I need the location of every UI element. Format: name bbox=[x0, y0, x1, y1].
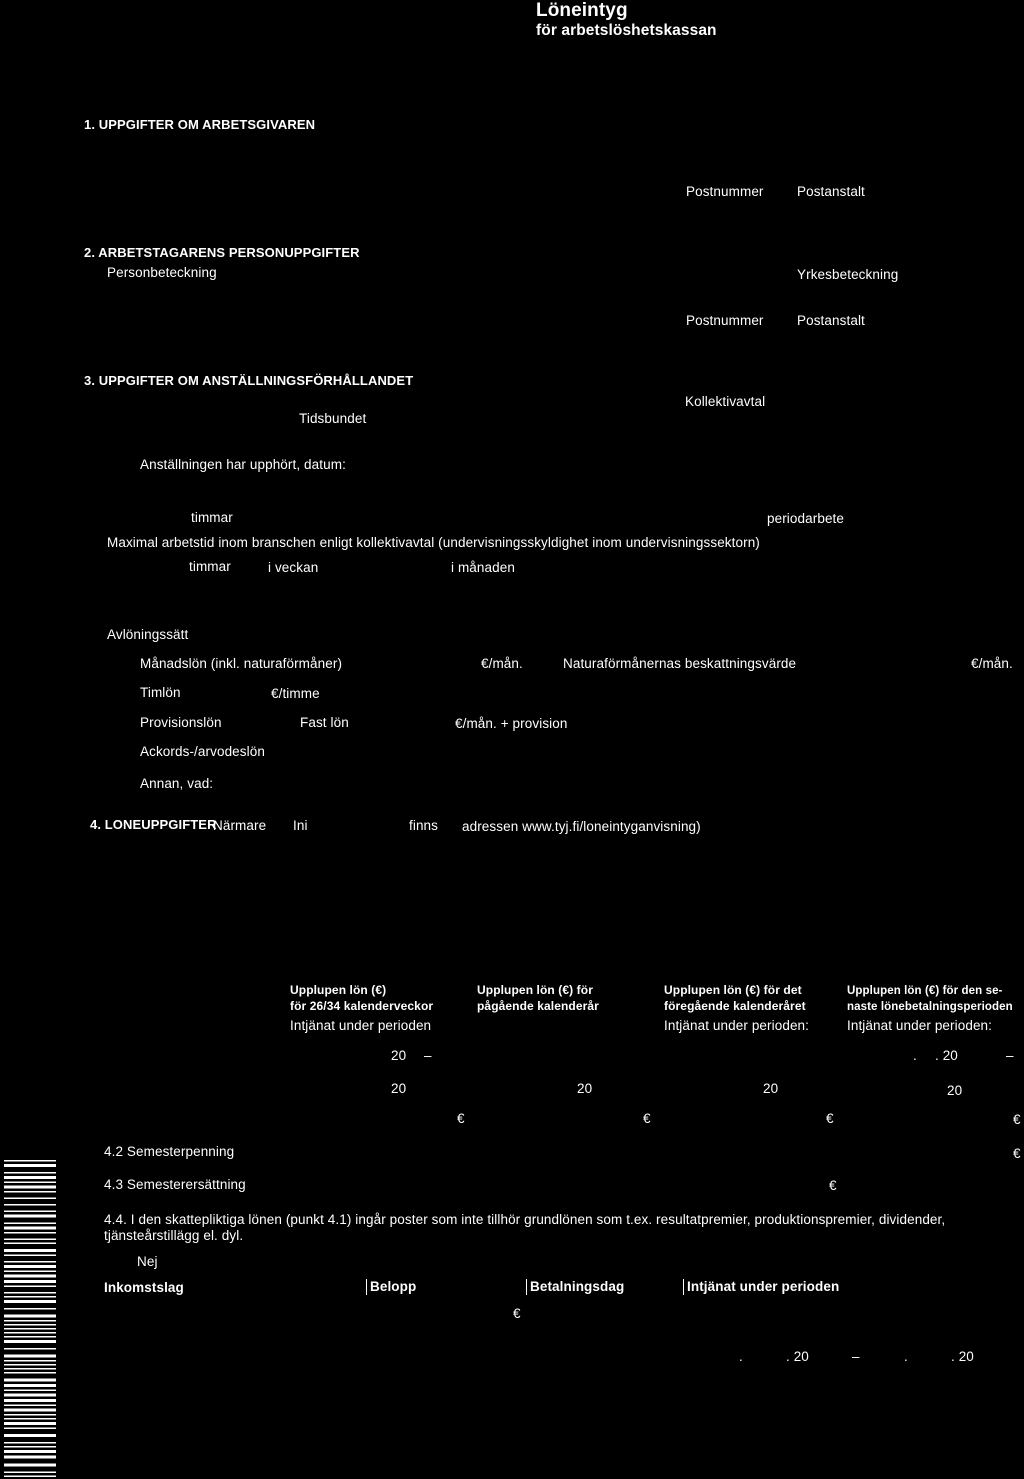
barcode-stroke bbox=[4, 1292, 56, 1294]
employer-postanstalt-label: Postanstalt bbox=[797, 184, 865, 199]
barcode-stroke bbox=[4, 1176, 56, 1179]
col4-header-line3: Intjänat under perioden: bbox=[847, 1018, 993, 1033]
barcode-stroke bbox=[4, 1265, 56, 1268]
section3-heading: 3. UPPGIFTER OM ANSTÄLLNINGSFÖRHÅLLANDET bbox=[84, 373, 414, 388]
barcode-stroke bbox=[4, 1414, 56, 1416]
barcode-stroke bbox=[4, 1328, 56, 1330]
i-veckan-label: i veckan bbox=[268, 560, 319, 575]
table-header-intjanat: Intjänat under perioden bbox=[683, 1279, 839, 1295]
period-year-b: . 20 bbox=[935, 1048, 958, 1063]
barcode-stroke bbox=[4, 1275, 56, 1278]
barcode-stroke bbox=[4, 1456, 56, 1459]
finns-text: finns bbox=[409, 818, 439, 833]
barcode-stroke bbox=[4, 1340, 56, 1343]
provisionslon-label: Provisionslön bbox=[140, 715, 222, 730]
table-header-inkomstslag: Inkomstslag bbox=[104, 1280, 184, 1295]
barcode-stroke bbox=[4, 1191, 56, 1193]
barcode-stroke bbox=[4, 1182, 56, 1184]
barcode-stroke bbox=[4, 1324, 56, 1326]
barcode-stroke bbox=[4, 1336, 56, 1338]
barcode-stroke bbox=[4, 1450, 56, 1453]
tidsbundet-label: Tidsbundet bbox=[299, 411, 367, 426]
barcode-stroke bbox=[4, 1355, 56, 1358]
barcode-stroke bbox=[4, 1249, 56, 1252]
anstallning-upphort-label: Anställningen har upphört, datum: bbox=[140, 457, 346, 472]
barcode-stroke bbox=[4, 1280, 56, 1283]
timmar-label: timmar bbox=[191, 510, 233, 525]
provision-unit: €/mån. + provision bbox=[455, 716, 568, 731]
barcode-stroke bbox=[4, 1286, 56, 1288]
period-dash-b: – bbox=[1006, 1048, 1014, 1063]
fast-lon-label: Fast lön bbox=[300, 715, 349, 730]
year-cell-3: 20 bbox=[763, 1081, 779, 1096]
col4-header-line1: Upplupen lön (€) för den se- bbox=[847, 985, 1003, 997]
barcode-stroke bbox=[4, 1215, 56, 1218]
naturaformaner-unit: €/mån. bbox=[971, 656, 1013, 671]
barcode-stroke bbox=[4, 1186, 56, 1189]
barcode-stroke bbox=[4, 1442, 56, 1444]
barcode-stroke bbox=[4, 1211, 56, 1213]
barcode-stroke bbox=[4, 1476, 56, 1478]
semesterersattning-euro: € bbox=[829, 1178, 837, 1193]
table-header-betalningsdag: Betalningsdag bbox=[526, 1279, 624, 1295]
col1-header-line1: Upplupen lön (€) bbox=[290, 983, 387, 997]
col1-header-line3: Intjänat under perioden bbox=[290, 1018, 432, 1033]
col2-header-line1: Upplupen lön (€) för bbox=[477, 983, 593, 997]
barcode-stroke bbox=[4, 1243, 56, 1245]
employer-postnummer-label: Postnummer bbox=[686, 184, 764, 199]
barcode-stroke bbox=[4, 1227, 56, 1230]
section4-heading: 4. LONEUPPGIFTER bbox=[90, 817, 217, 832]
maximal-arbetstid-label: Maximal arbetstid inom branschen enligt kollektivavtal (undervisningsskyldighet inom undervisningssektorn) bbox=[107, 535, 760, 550]
barcode-stroke bbox=[4, 1368, 56, 1370]
periodarbete-label: periodarbete bbox=[767, 511, 845, 526]
col3-header-line3: Intjänat under perioden: bbox=[664, 1018, 810, 1033]
barcode-stroke bbox=[4, 1232, 56, 1234]
barcode-stroke bbox=[4, 1364, 56, 1366]
employee-postnummer-label: Postnummer bbox=[686, 313, 764, 328]
euro-cell-4: € bbox=[1013, 1112, 1021, 1127]
annan-label: Annan, vad: bbox=[140, 776, 214, 791]
period-year-a: 20 bbox=[391, 1048, 407, 1063]
ackordslon-label: Ackords-/arvodeslön bbox=[140, 744, 265, 759]
barcode-stroke bbox=[4, 1428, 56, 1430]
bottom-dot-2: . bbox=[904, 1349, 908, 1364]
semesterersattning-label: 4.3 Semesterersättning bbox=[104, 1177, 246, 1192]
section1-heading: 1. UPPGIFTER OM ARBETSGIVAREN bbox=[84, 117, 316, 132]
personbeteckning-label: Personbeteckning bbox=[107, 265, 217, 280]
barcode-stroke bbox=[4, 1261, 56, 1263]
barcode-mark bbox=[0, 1158, 62, 1479]
yrkesbeteckning-label: Yrkesbeteckning bbox=[797, 267, 899, 282]
timlon-unit: €/timme bbox=[271, 686, 320, 701]
euro-cell-2: € bbox=[643, 1111, 651, 1126]
semesterpenning-euro: € bbox=[1013, 1146, 1021, 1161]
i-manaden-label: i månaden bbox=[451, 560, 515, 575]
col2-header-line2: pågående kalenderår bbox=[477, 999, 599, 1013]
barcode-stroke bbox=[4, 1422, 56, 1425]
timlon-label: Timlön bbox=[140, 685, 181, 700]
barcode-stroke bbox=[4, 1360, 56, 1362]
col4-header-line2: naste lönebetalningsperioden bbox=[847, 1001, 1013, 1013]
nej-option: Nej bbox=[137, 1254, 158, 1269]
adressen-text: adressen www.tyj.fi/loneintyganvisning) bbox=[462, 819, 701, 834]
period-dash-a: – bbox=[424, 1048, 432, 1063]
barcode-stroke bbox=[4, 1464, 56, 1467]
col3-header-line2: föregående kalenderåret bbox=[664, 999, 806, 1013]
barcode-stroke bbox=[4, 1405, 56, 1407]
table-header-belopp: Belopp bbox=[366, 1279, 416, 1295]
section2-heading: 2. ARBETSTAGARENS PERSONUPPGIFTER bbox=[84, 245, 360, 260]
barcode-stroke bbox=[4, 1223, 56, 1225]
barcode-stroke bbox=[4, 1390, 56, 1392]
barcode-stroke bbox=[4, 1160, 56, 1162]
barcode-stroke bbox=[4, 1379, 56, 1382]
barcode-stroke bbox=[4, 1204, 56, 1206]
barcode-stroke bbox=[4, 1384, 56, 1387]
year-cell-1: 20 bbox=[391, 1081, 407, 1096]
year-cell-2: 20 bbox=[577, 1081, 593, 1096]
bottom-dash: – bbox=[852, 1349, 860, 1364]
bottom-year-a: . 20 bbox=[786, 1349, 809, 1364]
barcode-stroke bbox=[4, 1296, 56, 1298]
barcode-stroke bbox=[4, 1348, 56, 1350]
ini-text: Ini bbox=[293, 818, 308, 833]
barcode-stroke bbox=[4, 1300, 56, 1303]
item44-line1: 4.4. I den skattepliktiga lönen (punkt 4.1) ingår poster som inte tillhör grundlönen som t.ex. resultatpremier, produktionspremier, dividender, bbox=[104, 1212, 946, 1227]
bottom-dot-1: . bbox=[739, 1349, 743, 1364]
euro-cell-3: € bbox=[826, 1111, 834, 1126]
item44-line2: tjänsteårstillägg el. dyl. bbox=[104, 1228, 244, 1243]
manadslon-label: Månadslön (inkl. naturaförmåner) bbox=[140, 656, 343, 671]
barcode-stroke bbox=[4, 1255, 56, 1257]
bottom-year-b: . 20 bbox=[951, 1349, 974, 1364]
max-timmar-label: timmar bbox=[189, 559, 231, 574]
col1-header-line2: för 26/34 kalenderveckor bbox=[290, 999, 434, 1013]
barcode-stroke bbox=[4, 1320, 56, 1322]
table-euro: € bbox=[513, 1306, 521, 1321]
form-subtitle: för arbetslöshetskassan bbox=[536, 22, 717, 39]
barcode-stroke bbox=[4, 1332, 56, 1334]
barcode-stroke bbox=[4, 1315, 56, 1318]
euro-cell-1: € bbox=[457, 1111, 465, 1126]
barcode-stroke bbox=[4, 1394, 56, 1397]
barcode-stroke bbox=[4, 1271, 56, 1273]
barcode-stroke bbox=[4, 1172, 56, 1174]
narmare-text: Närmare bbox=[213, 818, 267, 833]
year-cell-4: 20 bbox=[947, 1083, 963, 1098]
barcode-stroke bbox=[4, 1446, 56, 1448]
barcode-stroke bbox=[4, 1198, 56, 1200]
col3-header-line1: Upplupen lön (€) för det bbox=[664, 983, 802, 997]
manadslon-unit: €/mån. bbox=[481, 656, 523, 671]
barcode-stroke bbox=[4, 1308, 56, 1310]
barcode-stroke bbox=[4, 1239, 56, 1241]
naturaformaner-label: Naturaförmånernas beskattningsvärde bbox=[563, 656, 797, 671]
barcode-stroke bbox=[4, 1434, 56, 1437]
barcode-stroke bbox=[4, 1164, 56, 1167]
barcode-stroke bbox=[4, 1399, 56, 1402]
kollektivavtal-label: Kollektivavtal bbox=[685, 394, 766, 409]
barcode-stroke bbox=[4, 1372, 56, 1374]
form-title: Löneintyg bbox=[536, 0, 628, 21]
barcode-stroke bbox=[4, 1409, 56, 1412]
avloningssatt-label: Avlöningssätt bbox=[107, 627, 189, 642]
employee-postanstalt-label: Postanstalt bbox=[797, 313, 865, 328]
period-dot-b: . bbox=[913, 1048, 917, 1063]
barcode-stroke bbox=[4, 1418, 56, 1420]
barcode-stroke bbox=[4, 1472, 56, 1474]
semesterpenning-label: 4.2 Semesterpenning bbox=[104, 1144, 235, 1159]
